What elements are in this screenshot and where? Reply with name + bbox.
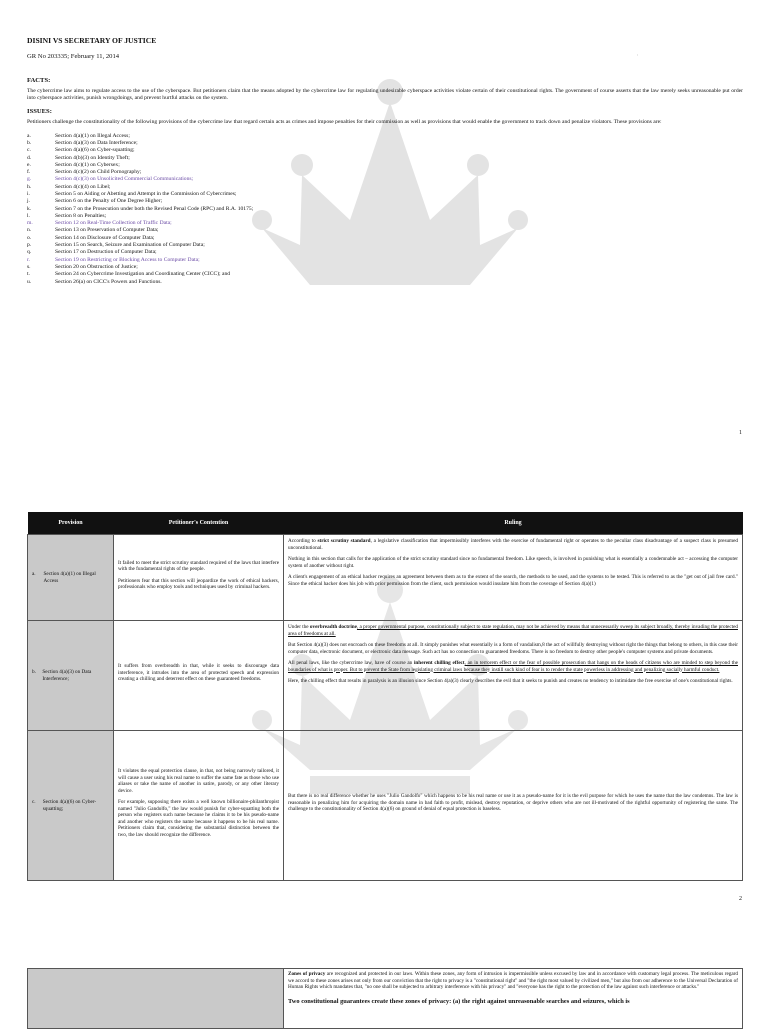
table-row <box>28 969 743 1029</box>
list-item: l. Section 8 on Penalties; <box>27 212 107 219</box>
list-item: i. Section 5 on Aiding or Abetting and Attempt in the Commission of Cybercrimes; <box>27 190 237 197</box>
list-item: n. Section 13 on Preservation of Computer Data; <box>27 227 159 234</box>
contention-cell: It failed to meet the strict scrutiny standard required of the laws that interfere with the fundamental rights of the people. Petitioners fear that this section will jeopardize the work of ethical hackers, professionals who employ tools and techniques used by criminal hackers. <box>114 535 284 621</box>
facts-text: The cybercrime law aims to regulate access to the use of the cyberspace. But petitioners claim that the means adopted by the cybercrime law for regulating undesirable cyberspace activities violate certain of their constitutional rights. The government of course asserts that the law merely seeks unreasonable put order into cyberspace activities, punish wrongdoings, and prevent hurtful attacks on the system. <box>27 88 743 102</box>
list-item: f. Section 4(c)(2) on Child Pornography; <box>27 169 142 176</box>
case-title: DISINI VS SECRETARY OF JUSTICE <box>27 36 157 45</box>
contention-cell: It violates the equal protection clause, in that, not being narrowly tailored, it will cause a user using his real name to suffer the same fate as those who use aliases or take the name of another in satire, parody, or any other literary device. For example, supposing there exists a well known billionaire-philanthropist named "Julio Gandolfo," the law would punish for cyber-squatting both the person who registers such name because he claims it to be his pseudo-name and another who registers the name because it happens to be his real name. Petitioners claim that, considering the substantial distinction between the two, the law should recognize the difference. <box>114 731 284 881</box>
page-number-2: 2 <box>739 896 742 902</box>
list-item: o. Section 14 on Disclosure of Computer Data; <box>27 234 155 241</box>
list-item-link[interactable]: r. Section 19 on Restricting or Blocking Access to Computer Data; <box>27 256 200 263</box>
page-one <box>27 36 743 286</box>
table-row <box>28 535 743 621</box>
list-item: j. Section 6 on the Penalty of One Degree Higher; <box>27 198 163 205</box>
col-header-contention: Petitioner's Contention <box>114 512 284 535</box>
contention-cell: It suffers from overbreadth in that, while it seeks to discourage data interference, it intrudes into the area of protected speech and expression creating a chilling and deterrent effect on these guaranteed freedoms. <box>114 621 284 731</box>
list-item: c. Section 4(a)(6) on Cyber-squatting; <box>27 147 135 154</box>
col-header-ruling: Ruling <box>284 512 743 535</box>
provision-cell: b. Section 4(a)(3) on Data Interference; <box>28 621 114 731</box>
list-item-link[interactable]: m. Section 12 on Real-Time Collection of Traffic Data; <box>27 220 172 227</box>
provision-cell <box>28 969 284 1029</box>
list-item: s. Section 20 on Obstruction of Justice; <box>27 263 138 270</box>
list-item: u. Section 26(a) on CICC's Powers and Functions. <box>27 278 162 285</box>
list-item: q. Section 17 on Destruction of Computer Data; <box>27 249 157 256</box>
list-item: t. Section 24 on Cybercrime Investigation and Coordinating Center (CICC); and <box>27 271 231 278</box>
ruling-cell: According to strict scrutiny standard, a legislative classification that impermissibly interferes with the exercise of fundamental right or operates to the peculiar class disadvantage of a suspect class is presumed unconstitutional. Nothing in this section that calls for the application of the strict scrutiny standard since no fundamental freedom. Like speech, is involved in punishing what is essentially a condemnable act – accessing the computer system of another without right. A client's engagement of an ethical hacker requires an agreement between them as to the extent of the search, the methods to be used, and the systems to be tested. This is referred to as the "get out of jail free card." Since the ethical hacker does his job with prior permission from the client, such permission would insulate him from the coverage of Section 4(a)(1) <box>284 535 743 621</box>
col-header-provision: Provision <box>28 512 114 535</box>
stray-mark: ' <box>637 55 638 60</box>
issues-intro: Petitioners challenge the constitutionality of the following provisions of the cybercrime law that regard certain acts as crimes and impose penalties for their commission as well as provisions that would enable the government to track down and penalize violators. These provisions are: <box>27 119 662 126</box>
list-item: k. Section 7 on the Prosecution under both the Revised Penal Code (RPC) and R.A. 10175; <box>27 205 254 212</box>
list-item: a. Section 4(a)(1) on Illegal Access; <box>27 132 130 139</box>
issues-list <box>27 133 743 286</box>
table-row <box>28 621 743 731</box>
ruling-cell: Zones of privacy are recognized and protected in our laws. Within these zones, any form of intrusion is impermissible unless excused by law and in accordance with customary legal process. The meticulous regard we accord to these zones arises not only from our conviction that the right to privacy is a "constitutional right" and "the right most valued by civilized men," but also from our adherence to the Universal Declaration of Human Rights which mandates that, "no one shall be subjected to arbitrary interference with his privacy" and "everyone has the right to the protection of the law against such interference or attacks." Two constitutional guarantees create these zones of privacy: (a) the right against unreasonable searches and seizures, which is <box>284 969 743 1029</box>
provision-cell: c. Section 4(a)(6) on Cyber-squatting; <box>28 731 114 881</box>
ruling-cell: But there is no real difference whether he uses "Julio Gandolfo" which happens to be his real name or use it as a pseudo-name for it is the evil purpose for which he uses the name that the law condemns. The law is reasonable in penalizing him for acquiring the domain name in bad faith to profit, mislead, destroy reputation, or deprive others who are not ill-motivated of the rightful opportunity of registering the same. The challenge to the constitutionality of Section 4(a)(6) on ground of denial of equal protection is baseless. <box>284 731 743 881</box>
list-item: d. Section 4(b)(3) on Identity Theft; <box>27 154 130 161</box>
table-row <box>28 731 743 881</box>
case-gr-number: GR No 203335; February 11, 2014 <box>27 53 120 60</box>
issues-heading: ISSUES: <box>27 108 52 116</box>
list-item: e. Section 4(c)(1) on Cybersex; <box>27 161 120 168</box>
list-item: h. Section 4(c)(4) on Libel; <box>27 183 111 190</box>
list-item: p. Section 15 on Search, Seizure and Examination of Computer Data; <box>27 242 205 249</box>
provisions-table-continued <box>27 968 743 1029</box>
provision-cell: a. Section 4(a)(1) on Illegal Access <box>28 535 114 621</box>
ruling-cell: Under the overbreadth doctrine, a proper governmental purpose, constitutionally subject to state regulation, may not be achieved by means that unnecessarily sweep its subject broadly, thereby invading the protected area of freedoms at all. But Section 4(a)(3) does not encroach on these freedoms at all. It simply punishes what essentially is a form of vandalism,8 the act of willfully destroying without right the things that belong to others, in this case their computer data, electronic document, or electronic data message. Such act has no connection to guaranteed freedoms. There is no freedom to destroy other people's computer systems and private documents. All penal laws, like the cybercrime law, have of course an inherent chilling effect, an in terrorem effect or the fear of possible prosecution that hangs on the heads of citizens who are minded to step beyond the boundaries of what is proper. But to prevent the State from legislating criminal laws because they instill such kind of fear is to render the state powerless in addressing and penalizing socially harmful conduct. Here, the chilling effect that results in paralysis is an illusion since Section 4(a)(3) clearly describes the evil that it seeks to punish and creates no tendency to intimidate the free exercise of one's constitutional rights. <box>284 621 743 731</box>
list-item: b. Section 4(a)(3) on Data Interference; <box>27 139 138 146</box>
list-item-link[interactable]: g. Section 4(c)(3) on Unsolicited Commercial Communications; <box>27 176 194 183</box>
provisions-table <box>27 512 743 881</box>
facts-heading: FACTS: <box>27 77 51 84</box>
page-number-1: 1 <box>739 430 742 436</box>
